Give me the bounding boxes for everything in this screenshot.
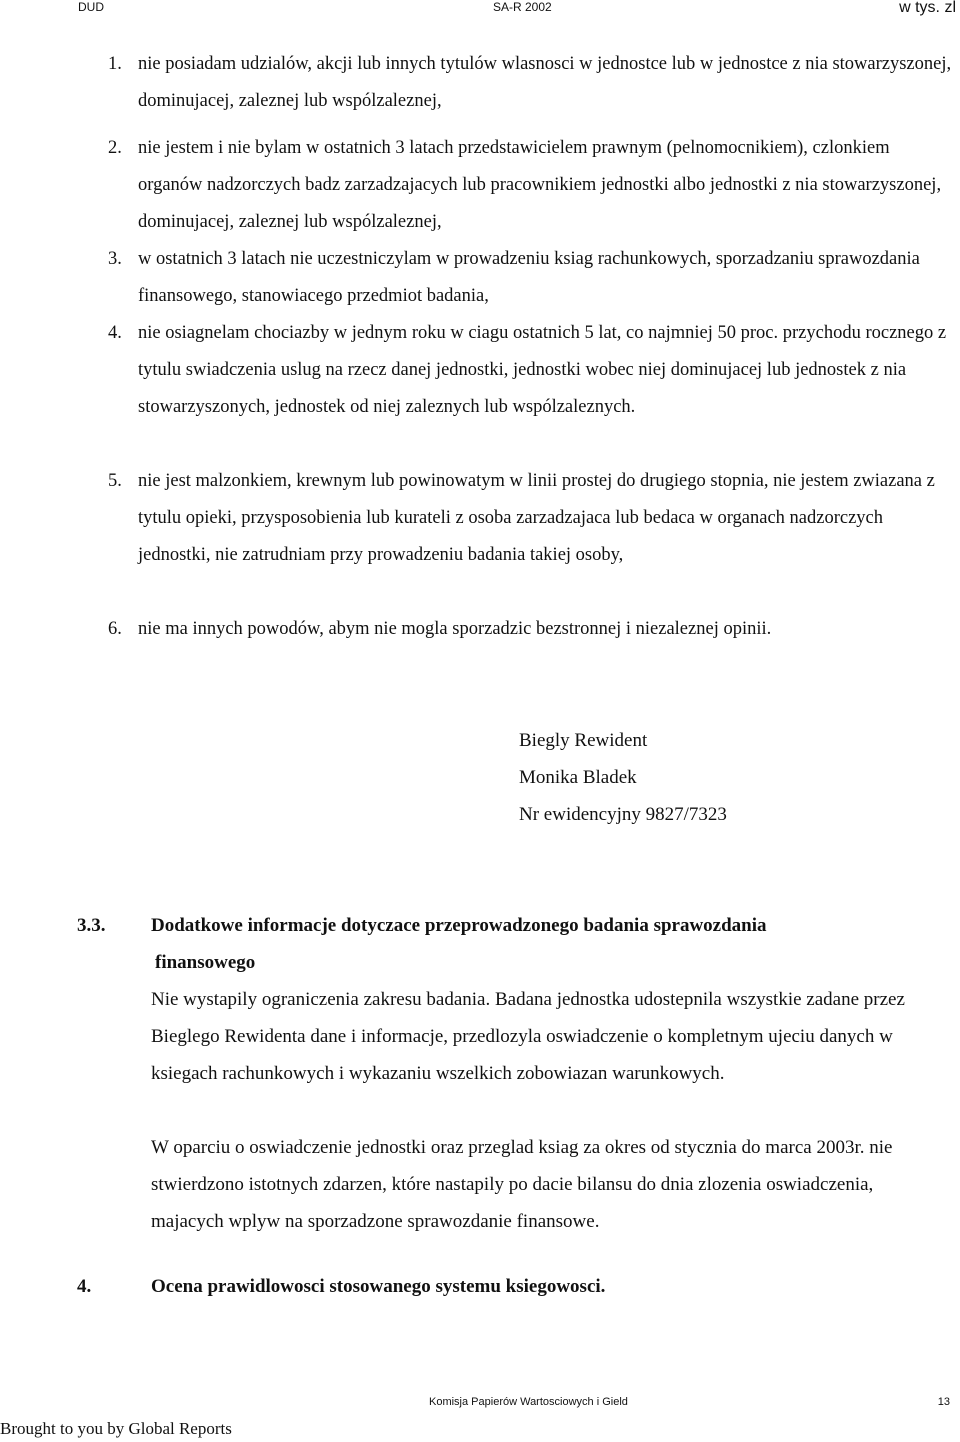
list-item-text: w ostatnich 3 latach nie uczestniczylam w prowadzeniu ksiag rachunkowych, sporzadzaniu sprawozdania finansowego, stanowiacego przedmiot badania, [138, 249, 920, 306]
list-item-number: 3. [108, 249, 122, 269]
section-title: Ocena prawidlowosci stosowanego systemu ksiegowosci. [151, 1276, 606, 1297]
list-item-number: 5. [108, 471, 122, 491]
list-item-text: nie jest malzonkiem, krewnym lub powinowatym w linii prostej do drugiego stopnia, nie jestem zwiazana z tytulu opieki, przysposobienia lub kurateli z osoba zarzadzajaca lub bedaca w organach nadzorczych jednostki, nie zatrudniam przy prowadzeniu badania takiej osoby, [138, 471, 935, 565]
signature-name: Monika Bladek [519, 767, 637, 788]
list-item-text: nie ma innych powodów, abym nie mogla sporzadzic bezstronnej i niezaleznej opinii. [138, 619, 772, 639]
list-item-text: nie posiadam udzialów, akcji lub innych tytulów wlasnosci w jednostce lub w jednostce z nia stowarzyszonej, dominujacej, zaleznej lub wspólzaleznej, [138, 54, 952, 111]
section-title-line: finansowego [155, 952, 256, 973]
section-title [151, 907, 931, 981]
list-item-number: 4. [108, 323, 122, 343]
signature-role: Biegly Rewident [519, 730, 648, 751]
header-right: w tys. zl [899, 0, 956, 16]
list-item-text: nie jestem i nie bylam w ostatnich 3 latach przedstawicielem prawnym (pelnomocnikiem), czlonkiem organów nadzorczych badz zarzadzajacych lub pracownikiem jednostki albo jednostki z nia stowarzyszonej, dominujacej, zaleznej lub wspólzaleznej, [138, 138, 942, 232]
section-number: 3.3. [77, 915, 106, 936]
section-paragraph: W oparciu o oswiadczenie jednostki oraz przeglad ksiag za okres od stycznia do marca 2003r. nie stwierdzono istotnych zdarzen, które nastapily po dacie bilansu do dnia zlozenia oswiadczenia, majacych wplyw na sporzadzone sprawozdanie finansowe. [151, 1137, 893, 1232]
section-number: 4. [77, 1276, 92, 1297]
list-item-number: 6. [108, 619, 122, 639]
header-center: SA-R 2002 [493, 0, 552, 14]
list-item-number: 2. [108, 138, 122, 158]
header-left: DUD [78, 0, 104, 14]
list-item-text: nie osiagnelam chociazby w jednym roku w ciagu ostatnich 5 lat, co najmniej 50 proc. przychodu rocznego z tytulu swiadczenia uslug na rzecz danej jednostki, jednostki wobec niej dominujacej lub jednostek z nia stowarzyszonych, jednostek od niej zaleznych lub wspólzaleznych. [138, 323, 947, 417]
footer-publisher: Komisja Papierów Wartosciowych i Gield [429, 1396, 628, 1408]
footer-brand: Brought to you by Global Reports [0, 1419, 232, 1438]
signature-registry: Nr ewidencyjny 9827/7323 [519, 804, 727, 825]
page-number: 13 [937, 1396, 950, 1408]
list-item-number: 1. [108, 54, 122, 74]
section-title-line: Dodatkowe informacje dotyczace przeprowadzonego badania sprawozdania [151, 915, 767, 936]
section-paragraph: Nie wystapily ograniczenia zakresu badania. Badana jednostka udostepnila wszystkie zadane przez Bieglego Rewidenta dane i informacje, przedlozyla oswiadczenie o kompletnym ujeciu danych w ksiegach rachunkowych i wykazaniu wszelkich zobowiazan warunkowych. [151, 989, 905, 1084]
